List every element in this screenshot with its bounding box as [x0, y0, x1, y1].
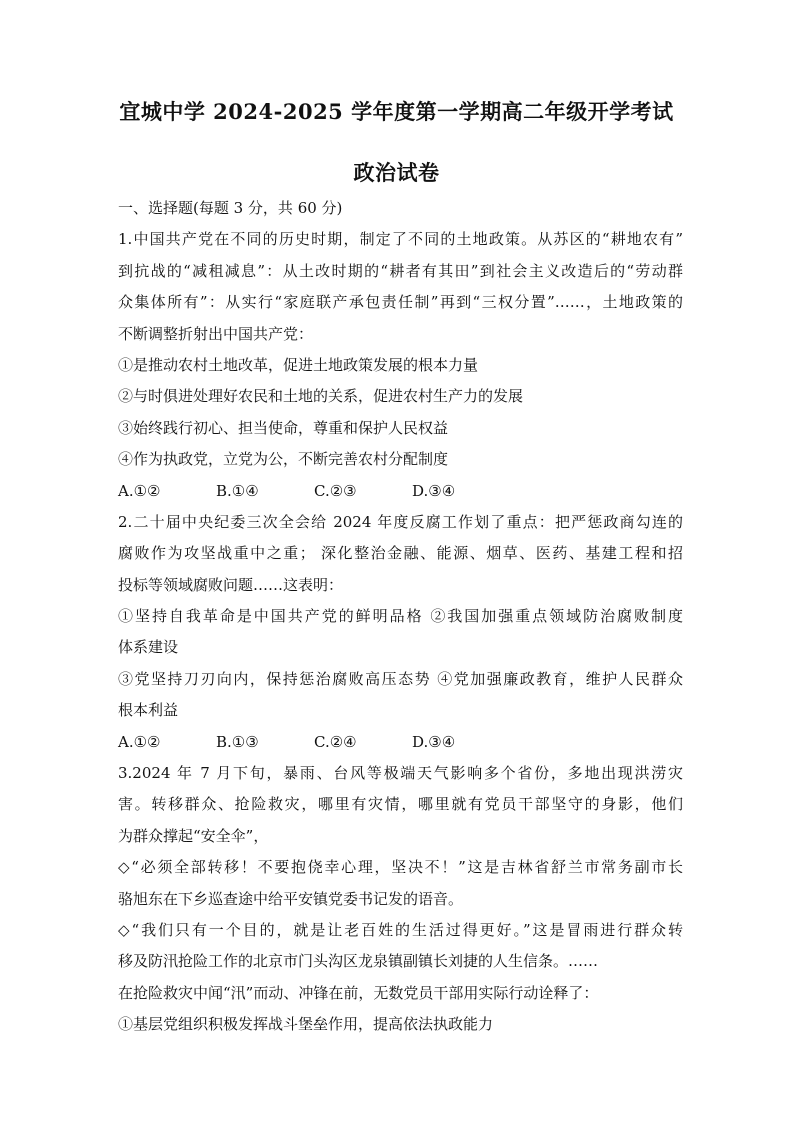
statement-line: 根本利益 — [118, 701, 179, 720]
section-heading: 一、选择题(每题 3 分，共 60 分) — [118, 199, 343, 217]
option-c: C.②④ — [314, 732, 357, 751]
question-3 — [118, 758, 683, 1041]
statement-1: ①基层党组织积极发挥战斗堡垒作用，提高依法执政能力 — [118, 1015, 494, 1034]
statement-3: ③始终践行初心、担当使命，尊重和保护人民权益 — [118, 418, 449, 437]
question-text-line: ◇“必须全部转移！不要抱侥幸心理，坚决不！”这是吉林省舒兰市常务副市长 — [118, 858, 683, 877]
option-d: D.③④ — [412, 481, 456, 500]
exam-subtitle: 政治试卷 — [353, 160, 440, 185]
option-b: B.①③ — [216, 732, 259, 751]
question-text-line: 在抢险救灾中闻“汛”而动、冲锋在前，无数党员干部用实际行动诠释了： — [118, 983, 599, 1002]
question-text-line: 腐败作为攻坚战重中之重； 深化整治金融、能源、烟草、医药、基建工程和招 — [118, 544, 683, 563]
option-d: D.③④ — [412, 732, 456, 751]
exam-content — [118, 193, 683, 1041]
option-a: A.①② — [118, 481, 161, 500]
statement-line: ③党坚持刀刃向内，保持惩治腐败高压态势 ④党加强廉政教育，维护人民群众 — [118, 669, 683, 688]
exam-title: 宜城中学 2024-2025 学年度第一学期高二年级开学考试 — [119, 99, 674, 124]
question-text-line: 移及防汛抢险工作的北京市门头沟区龙泉镇副镇长刘捷的人生信条。…… — [118, 952, 599, 971]
question-text-line: 2.二十届中央纪委三次全会给 2024 年度反腐工作划了重点：把严惩政商勾连的 — [118, 512, 683, 531]
answer-options — [118, 476, 683, 507]
question-text-line: 不断调整折射出中国共产党： — [118, 324, 314, 343]
question-text-line: 骆旭东在下乡巡查途中给平安镇党委书记发的语音。 — [118, 889, 464, 908]
option-a: A.①② — [118, 732, 161, 751]
question-text-line: 3.2024 年 7 月下旬，暴雨、台风等极端天气影响多个省份，多地出现洪涝灾 — [118, 764, 683, 783]
option-b: B.①④ — [216, 481, 259, 500]
question-text-line: 投标等领域腐败问题……这表明： — [118, 575, 344, 594]
statement-4: ④作为执政党，立党为公，不断完善农村分配制度 — [118, 450, 449, 469]
question-text-line: 众集体所有”：从实行“家庭联产承包责任制”再到“三权分置”……，土地政策的 — [118, 293, 683, 312]
statement-line: 体系建设 — [118, 638, 179, 657]
statement-line: ①坚持自我革命是中国共产党的鲜明品格 ②我国加强重点领域防治腐败制度 — [118, 607, 683, 626]
question-2 — [118, 507, 683, 758]
option-c: C.②③ — [314, 481, 357, 500]
statement-1: ①是推动农村土地改革，促进土地政策发展的根本力量 — [118, 355, 479, 374]
question-text-line: 到抗战的“减租减息”：从土改时期的“耕者有其田”到社会主义改造后的“劳动群 — [118, 261, 683, 280]
statement-2: ②与时俱进处理好农民和土地的关系，促进农村生产力的发展 — [118, 387, 524, 406]
question-1 — [118, 224, 683, 507]
question-text-line: 为群众撑起“安全伞”， — [118, 826, 269, 845]
question-text-line: ◇“我们只有一个目的，就是让老百姓的生活过得更好。”这是冒雨进行群众转 — [118, 920, 683, 939]
question-text-line: 1.中国共产党在不同的历史时期，制定了不同的土地政策。从苏区的“耕地农有” — [118, 230, 683, 249]
question-text-line: 害。转移群众、抢险救灾，哪里有灾情，哪里就有党员干部坚守的身影，他们 — [118, 795, 683, 814]
answer-options — [118, 727, 683, 758]
